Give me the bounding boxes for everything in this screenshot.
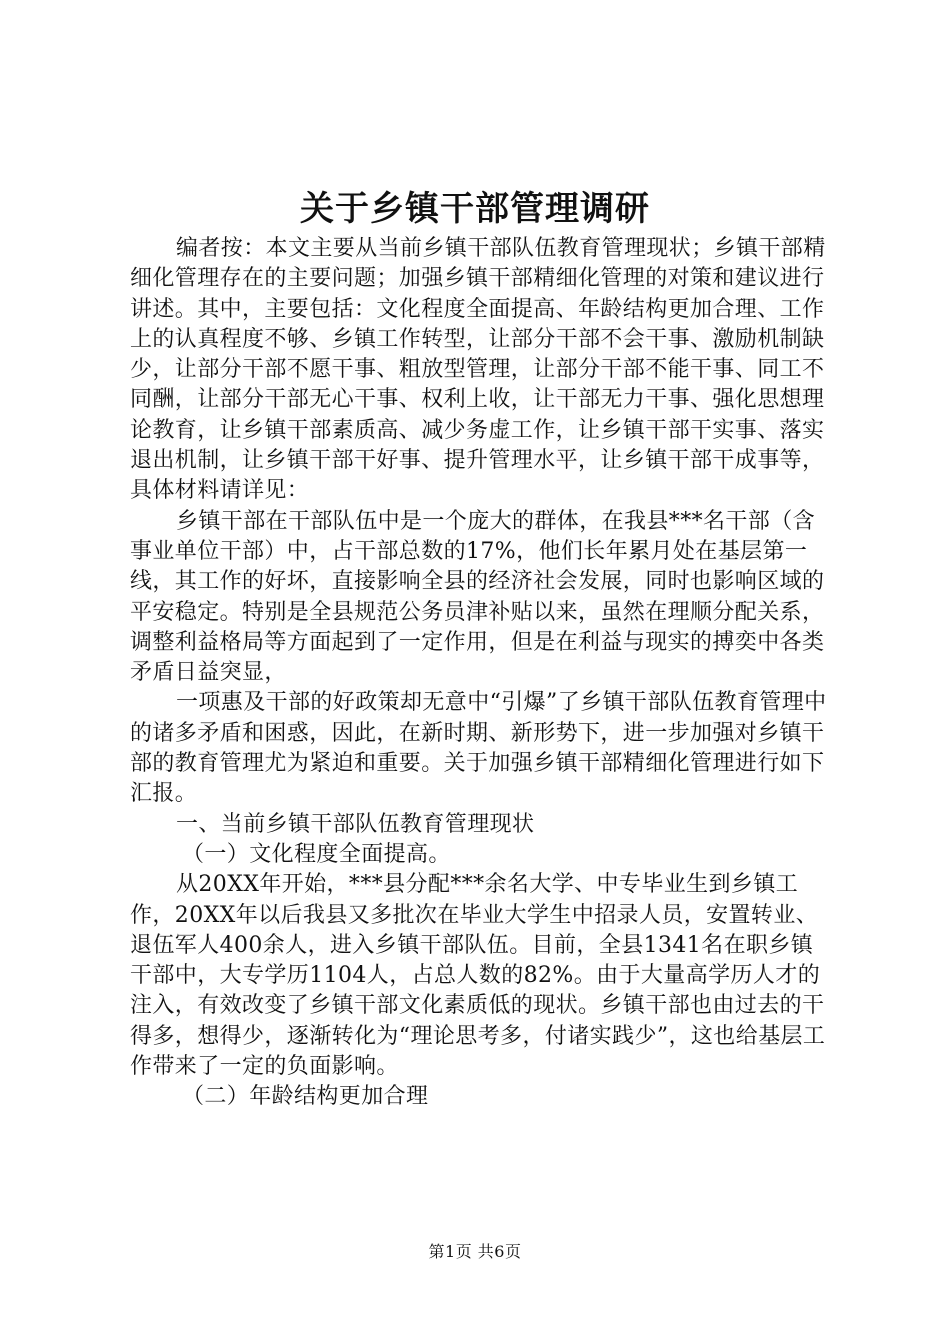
section-heading-1: 一、当前乡镇干部队伍教育管理现状 <box>176 811 535 837</box>
editor-note-paragraph: 编者按：本文主要从当前乡镇干部队伍教育管理现状；乡镇干部精细化管理存在的主要问题；加强乡镇干部精细化管理的对策和建议进行讲述。其中，主要包括：文化程度全面提高、年龄结构更加合理、工作上的认真程度不够、乡镇工作转型，让部分干部不会干事、激励机制缺少，让部分干部不愿干事、粗放型管理，让部分干部不能干事、同工不同酬，让部分干部无心干事、权利上收，让干部无力干事、强化思想理论教育，让乡镇干部素质高、减少务虚工作，让乡镇干部干实事、落实退出机制，让乡镇干部干好事、提升管理水平，让乡镇干部干成事等，具体材料请详见： <box>130 236 826 504</box>
education-paragraph: 从20XX年开始，***县分配***余名大学、中专毕业生到乡镇工作，20XX年以后我县又多批次在毕业大学生中招录人员，安置转业、退伍军人400余人，进入乡镇干部队伍。目前，全县1341名在职乡镇干部中，大专学历1104人，占总人数的82%。由于大量高学历人才的注入，有效改变了乡镇干部文化素质低的现状。乡镇干部也由过去的干得多，想得少，逐渐转化为“理论思考多，付诸实践少”，这也给基层工作带来了一定的负面影响。 <box>130 872 826 1080</box>
document-body <box>130 234 830 1113</box>
policy-paragraph: 一项惠及干部的好政策却无意中“引爆”了乡镇干部队伍教育管理中的诸多矛盾和困惑，因此，在新时期、新形势下，进一步加强对乡镇干部的教育管理尤为紧迫和重要。关于加强乡镇干部精细化管理进行如下汇报。 <box>130 690 827 807</box>
document-title: 关于乡镇干部管理调研 <box>300 189 650 229</box>
intro-paragraph: 乡镇干部在干部队伍中是一个庞大的群体，在我县***名干部（含事业单位干部）中，占干部总数的17%，他们长年累月处在基层第一线，其工作的好坏，直接影响全县的经济社会发展，同时也影响区域的平安稳定。特别是全县规范公务员津补贴以来，虽然在理顺分配关系，调整利益格局等方面起到了一定作用，但是在利益与现实的搏奕中各类矛盾日益突显， <box>130 508 825 686</box>
page-footer: 第1页 共6页 <box>428 1242 522 1261</box>
subsection-heading-2: （二）年龄结构更加合理 <box>182 1084 429 1110</box>
subsection-heading-1: （一）文化程度全面提高。 <box>182 841 451 867</box>
